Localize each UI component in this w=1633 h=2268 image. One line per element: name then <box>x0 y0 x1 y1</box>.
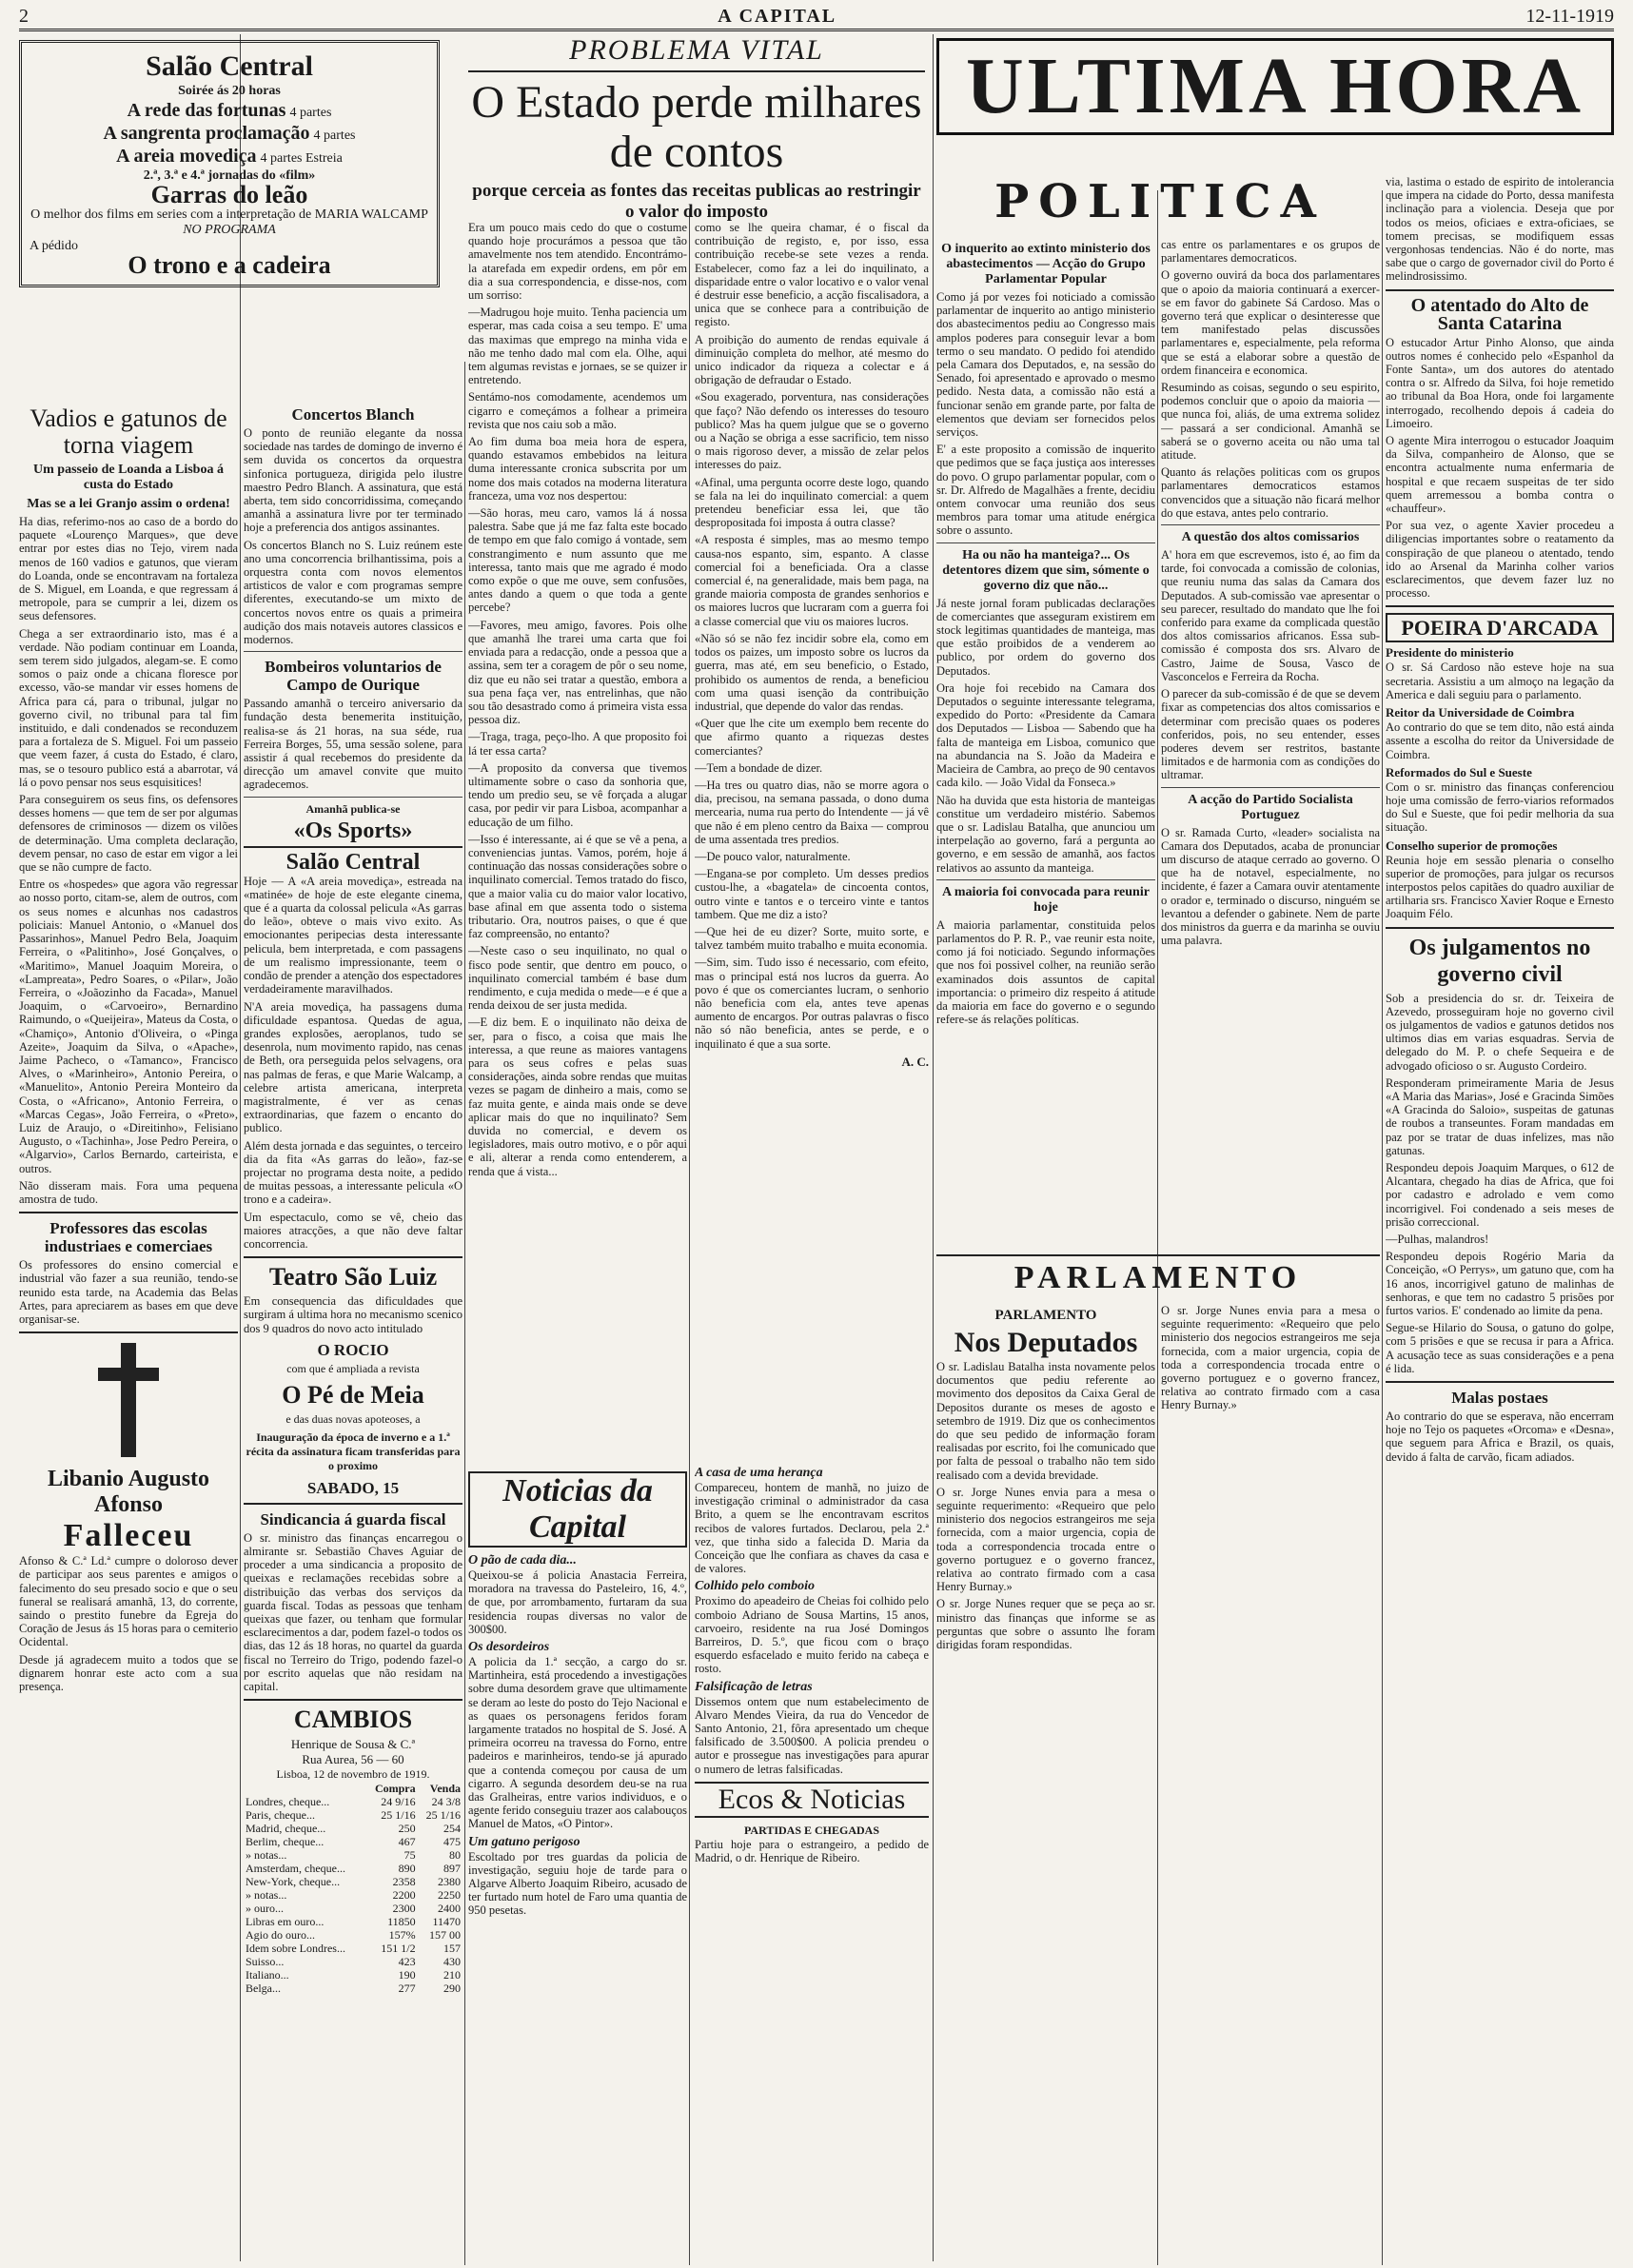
paragraph: —Engana-se por completo. Um desses predios custou-lhe, a «bagatela» de cincoenta contos, outro vinte e tantos e o terceiro vinte e tantos tambem. Que me diz a isto? <box>695 867 929 921</box>
paragraph: Ao contrario do que se tem dito, não está ainda assente a escolha do reitor da Universidade de Coimbra. <box>1386 720 1614 761</box>
paragraph: O agente Mira interrogou o estucador Joaquim da Silva, companheiro de Alonso, que se encontra actualmente numa enfermaria de hospital e que recaem suspeitas de ter sido quem arremessou a bomba contra o «chauffeur». <box>1386 434 1614 516</box>
table-cell: Idem sobre Londres... <box>246 1942 345 1956</box>
paragraph: N'A areia movediça, ha passagens duma dificuldade espantosa. Quedas de agua, grandes explosões, aeroplanos, tudo se desenrola, num movimento rapido, nas cenas de Beth, ora perseguida pelos selvagens, ora nas palmas de feras, e que Marie Walcamp, a celebre artista americana, interpreta magistralmente, é ver as cenas extraordinarias, que fazem o encanto do publico. <box>244 999 462 1135</box>
table-cell: 250 <box>398 1822 416 1836</box>
table-cell: Suisso... <box>246 1955 285 1969</box>
article-headline: Salão Central <box>285 849 421 875</box>
article-headline: Vadios e gatunos de torna viagem <box>30 404 227 459</box>
table-cell: 157% <box>388 1928 416 1943</box>
table-cell: 157 00 <box>429 1928 461 1943</box>
paragraph: —Que hei de eu dizer? Sorte, muito sorte, e talvez também muito trabalho e muita economia. <box>695 924 929 953</box>
article-kicker: Mas se a lei Granjo assim o ordena! <box>27 497 230 511</box>
paragraph: —Isso é interessante, ai é que se vê a pena, a conveniencias juntas. Vamos, porém, hoje á continuação das nossas considerações sobre o inquilinato comercial. Temos tratado do fisco, que a maior valia cu do maior valor locativo, base afinal em que assenta todo o sistema tributario. Ora, noutros paises, o que é que faz compreensão, no entanto? <box>468 832 687 941</box>
ad-line: Amanhã publica-se <box>305 801 401 816</box>
section-subtitle: PARTIDAS E CHEGADAS <box>743 1823 880 1837</box>
table-row <box>244 1955 462 1968</box>
exchange-rates-table <box>244 1782 462 1995</box>
paragraph: Compareceu, hontem de manhã, no juizo de investigação criminal o administrador da casa Brito, a quem se lhe encontravam escritos recibos de valores furtados. Declarou, pela 2.ª vez, que tinha sido a falecida D. Maria da Conceição que lhe confiara as chaves da casa e de valores. <box>695 1481 929 1576</box>
table-cell: 25 1/16 <box>381 1808 416 1823</box>
column-5-parlamento <box>936 1304 1155 2256</box>
paragraph: Um espectaculo, como se vê, cheio das maiores atracções, a que não deve faltar concorrencia. <box>244 1210 462 1251</box>
paragraph: Os concertos Blanch no S. Luiz reúnem este ano uma concorrencia brilhantissima, pois a orquestra conta com novos elementos artisticos de valor e com programas sempre diferentes, executando-se um mixto de concertos novos entre os quais a primeira audição dos mais notaveis autores classicos e modernos. <box>244 538 462 647</box>
rates-date: Lisboa, 12 de novembro de 1919. <box>276 1767 430 1782</box>
ad-suffix: 4 partes <box>313 128 356 143</box>
divider <box>1386 289 1614 291</box>
divider <box>1161 524 1380 525</box>
show-title: O Pé de Meia <box>282 1380 424 1409</box>
paragraph: O ponto de reunião elegante da nossa sociedade nas tardes de domingo de inverno é sem duvida os concertos da orquestra sinfonica portugueza, dirigida pelo ilustre maestro Pedro Blanch. A assinatura, que está aberta, tem sido concorridissima, começando amanhã a assinatura livre por ter terminado hoje a preferencia dos antigos assinantes. <box>244 426 462 535</box>
article-headline: A maioria foi convocada para reunir hoje <box>942 884 1150 915</box>
divider <box>244 797 462 798</box>
table-cell: 80 <box>449 1848 461 1863</box>
paper-name: A CAPITAL <box>718 5 837 27</box>
paragraph: Entre os «hospedes» que agora vão regressar ao nosso porto, citam-se, alem de outros, com os seus nomes e alcunhas nos cadastros policiais: Manuel Antonio, o «Manuel dos Passarinhos», Manuel Pedro Bela, Joaquim Ferreira, o «Palitinho», José Gonçalves, o «Maritimo», Manuel Joaquim Moreira, o «Lampreata», Pedro Soares, o «Pilar», João Ferreira, o «Joãozinho da Facada», Manuel Joaquim, o «Carvoeiro», Bernardino Raimundo, o «Queijeira», Mateus da Costa, o «Chamiço», Antonio d'Oliveira, o «Pinga Azeite», Joaquim da Silva, o «Apache», Jaime Pacheco, o «Tamanco», Francisco Alves, o «Marinheiro», Antonio Pereira, o «Manuelito», Antonio Pereira Monteiro da Costa, o «Africano», Antonio Ferreira, o «Marcas Cegas», João Ferreira, o «Preto», Luiz de Araujo, o «Direitinho», Felisiano Augusto, o «Tachinha», Jose Pedro Pereira, o «Algarvio», Carlos Bernardo, carteirista, e outros. <box>19 878 238 1175</box>
table-cell: 430 <box>443 1955 461 1969</box>
paragraph: «Não só se não fez incidir sobre ela, como em todos os paizes, um imposto sobre os lucros da guerra, mas até, em seu beneficio, o Estado, prohibido os aumentos de renda, a beneficiou com uma quasi isenção da contribuição industrial, que depende do valor das rendas. <box>695 631 929 713</box>
news-head: Presidente do ministerio <box>1386 645 1514 661</box>
news-head: Conselho superior de promoções <box>1386 838 1558 853</box>
show-title: O ROCIO <box>317 1340 389 1359</box>
table-row <box>244 1915 462 1928</box>
paragraph: A proibição do aumento de rendas equivale á diminuição completa do melhor, até mesmo do unico indicador da riqueza a colectar e á obrigação de defraudar o Estado. <box>695 332 929 387</box>
table-cell: 151 1/2 <box>381 1942 416 1956</box>
table-cell: 2380 <box>438 1875 461 1889</box>
table-cell: 475 <box>443 1835 461 1849</box>
table-cell: Berlim, cheque... <box>246 1835 325 1849</box>
column-3 <box>468 221 687 1458</box>
divider <box>244 651 462 652</box>
funeral-name: Libanio Augusto Afonso <box>47 1467 210 1518</box>
paragraph: como se lhe queira chamar, é o fiscal da contribuição de registo, e, por isso, essa contribuição recebe-se sete vezes a renda. Estabelecer, como faz a lei do inquilinato, a disparidade entre o valor locativo e o valor venal é destruir esse beneficio, a acção fiscalisadora, a unica que se conhece para a contribuição de registo. <box>695 221 929 329</box>
noticias-column-left <box>468 1466 687 2265</box>
section-title: Noticias da Capital <box>468 1471 687 1548</box>
table-cell: » notas... <box>246 1888 287 1903</box>
table-cell: 467 <box>398 1835 416 1849</box>
table-row <box>244 1982 462 1995</box>
table-cell: 210 <box>443 1968 461 1982</box>
paragraph: Dissemos ontem que num estabelecimento de Alvaro Mendes Vieira, da rua do Vencedor de Santo Antonio, 21, fôra apresentado um cheque falsificado de 3.500$00. A policia prendeu o autor e prossegue nas investigações para apurar o numero de letras falsificadas. <box>695 1694 929 1776</box>
news-head: O pão de cada dia... <box>468 1553 577 1568</box>
table-row <box>244 1795 462 1808</box>
table-cell: 24 9/16 <box>381 1795 416 1809</box>
table-cell: 290 <box>443 1982 461 1996</box>
paragraph: A maioria parlamentar, constituida pelos parlamentos do P. R. P., vae reunir esta noite, como já foi noticiado. Segundo informações que nos foi possivel colher, na reunião serão examinados dois assuntos de capital importancia: o primeiro diz respeito á atitude da maioria em face do governo e o segundo refere-se ás relações políticas. <box>936 917 1155 1027</box>
paragraph: —Favores, meu amigo, favores. Pois olhe que amanhã lhe trarei uma carta que foi enviada para a redacção, onde a pessoa que a assina, sem ter a coragem de pôr o seu nome, diz que eu não sei tratar a questão, embora a sua pena faça ver, nas entrelinhas, que não sou tão desastrado como á primeira vista essa pessoa diz. <box>468 618 687 727</box>
paragraph: O estucador Artur Pinho Alonso, que ainda outros nomes é conhecido pelo «Espanhol da Fonte Santa», um dos autores do atentado contra o sr. Alfredo da Silva, foi hoje remetido ao tribunal da Boa Hora, onde foi largamente interrogado, recolhendo depois á cadeia do Limoeiro. <box>1386 335 1614 430</box>
noticias-column-right <box>695 1466 929 2265</box>
masthead <box>19 4 1614 31</box>
column-2 <box>244 400 462 2256</box>
divider <box>244 1503 462 1505</box>
divider <box>19 1212 238 1213</box>
paragraph: —São horas, meu caro, vamos lá á nossa palestra. Sabe que já me faz falta este bocado de tempo em que falo comigo á vontade, sem constrangimento e num assunto que me interessa, tanto mais que me agrado é modo como expõe o que me ouve, sem confusões, antes dando a quem o que toda a gente percebe? <box>468 506 687 615</box>
show-text: e das duas novas apoteoses, a <box>285 1411 421 1426</box>
paragraph: Ao contrario do que se esperava, não encerram hoje no Tejo os paquetes «Orcoma» e «Desna», que seguem para Africa e Brazil, os quais, devido á falta de carvão, ficam adiados. <box>1386 1410 1614 1464</box>
table-cell: 157 <box>443 1942 461 1956</box>
article-headline: O inquerito ao extinto ministerio dos abastecimentos — Acção do Grupo Parlamentar Popular <box>941 242 1151 286</box>
table-cell: 75 <box>403 1848 416 1863</box>
show-date: SABADO, 15 <box>306 1478 400 1497</box>
column-1-body <box>19 400 238 2227</box>
paragraph: Não disseram mais. Fora uma pequena amostra de tudo. <box>19 1178 238 1206</box>
section-subtitle: PARLAMENTO <box>994 1308 1097 1323</box>
paragraph: O sr. Jorge Nunes requer que se peça ao sr. ministro das finanças que informe se as perguntas que sobre o assunto lhe foram dirigidas foram respondidas. <box>936 1597 1155 1652</box>
paragraph: Resumindo as coisas, segundo o seu espirito, podemos concluir que o apoio da maioria — que nunca foi, aliás, de uma extrema solidez — passará a ser condicional. Amanhã se saberá se o governo aceita ou não uma tal atitude. <box>1161 381 1380 463</box>
table-cell: 25 1/16 <box>425 1808 461 1823</box>
article-headline: Ha ou não ha manteiga?... Os detentores dizem que sim, sómente o governo diz que não... <box>942 547 1150 593</box>
paragraph: «Afinal, uma pergunta ocorre deste logo, quando se fala na lei do inquilinato comercial: a quem pretendeu beneficiar essa lei, que tão despropositada foi imposta á outra classe? <box>695 475 929 530</box>
column-1 <box>19 34 457 297</box>
ultima-hora-banner <box>936 38 1614 135</box>
paragraph: —De pouco valor, naturalmente. <box>695 849 851 863</box>
paragraph: via, lastima o estado de espirito de intolerancia que impera na cidade do Porto, dessa manifesta inclinação para a violencia. Deseja que por todos os meios, oficiaes e extra-oficiaes, se tomem precisas, se modifiquem essas vergonhosas tendencias. Não é do norte, mas sabe que o cargo de governador civil do Porto é melindrosissimo. <box>1386 175 1614 284</box>
paragraph: Sentámo-nos comodamente, acendemos um cigarro e começámos a folhear a primeira revista que nos caiu sob a mão. <box>468 390 687 431</box>
paragraph: Quanto ás relações politicas com os grupos parlamentares democraticos estamos convencidos que a situação não ficará melhor do que estava, antes pelo contrario. <box>1161 465 1380 520</box>
ad-line: A rede das fortunas <box>127 100 286 121</box>
table-cell: Amsterdam, cheque... <box>246 1862 345 1876</box>
paragraph: Responderam primeiramente Maria de Jesus «A Maria das Marias», José e Gracinda Simões «A Gracinda do Saloio», suspeitas de gatunas de roubos a transeuntes. Foram mandadas em paz por se tratar de duas infelizes, mas não gatunas. <box>1386 1075 1614 1157</box>
table-row <box>244 1902 462 1915</box>
divider <box>244 1256 462 1258</box>
paragraph: O sr. Jorge Nunes envia para a mesa o seguinte requerimento: «Requeiro que pelo ministerio dos negocios estrangeiros me seja fornecida, com a maior urgencia, copia de toda a correspondencia trocada entre o governo portuguez e o governo francez, relativa ao contrato firmado com a casa Henry Burnay.» <box>1161 1304 1380 1412</box>
divider <box>936 879 1155 880</box>
table-cell: 11850 <box>387 1915 416 1929</box>
column-7 <box>1386 175 1614 2259</box>
rates-header-row <box>244 1782 462 1795</box>
column-rule <box>1157 190 1158 2265</box>
banner-subtitle: POLITICA <box>994 175 1326 228</box>
paragraph: Com o sr. ministro das finanças conferenciou hoje uma comissão de ferro-viarios reformados do Sul e Sueste, que foi pedir melhoria da sua situação. <box>1386 779 1614 835</box>
paragraph: Ora hoje foi recebido na Camara dos Deputados o seguinte interessante telegrama, expedido do Porto: «Presidente da Camara dos Deputados — Lisboa — Sabendo que ha falta de manteiga em Lisboa, comunico que na abundancia na S. João da Madeira e Macieira de Cambra, ao preço de 90 centavos cada kilo. — João Vidal da Fonseca.» <box>936 680 1155 790</box>
column-rule <box>933 34 934 2261</box>
rates-header-cell: Venda <box>429 1782 461 1796</box>
ad-line: A pédido <box>30 239 78 253</box>
paragraph: O sr. Jorge Nunes envia para a mesa o seguinte requerimento: «Requeiro que pelo ministerio dos negocios estrangeiros me seja fornecida, com a maior urgencia, copia de toda a correspondencia trocada entre o governo portuguez e o governo francez, relativa ao contrato firmado com a casa Henry Burnay.» <box>936 1485 1155 1594</box>
table-cell: 2400 <box>438 1902 461 1916</box>
article-headline: O atentado do Alto de Santa Catarina <box>1410 294 1589 334</box>
paragraph: Por sua vez, o agente Xavier procedeu a diligencias importantes sobre o reatamento da conspiração de que planeou o atentado, tendo ido ao Arsenal da Marinha colher varios esclarecimentos, que devem fazer luz no processo. <box>1386 519 1614 601</box>
paragraph: Já neste jornal foram publicadas declarações de comerciantes que asseguram existirem em stock legitimas quantidades de manteiga, mas que estão proibidos de a venderem ao publico, por ordem do governo dos Deputados. <box>936 596 1155 678</box>
table-cell: Madrid, cheque... <box>246 1822 326 1836</box>
article-headline: Concertos Blanch <box>291 405 415 424</box>
article-headline: Sindicancia á guarda fiscal <box>260 1509 446 1528</box>
paragraph: «A resposta é simples, mas ao mesmo tempo causa-nos espanto, sim, espanto. A classe comercial foi a beneficiada. Ora a classe comercial é, na generalidade, mais bem paga, na grande maioria composta de grandes senhorios e os maiores lucros que lucraram com a guerra foi a classe comercial que viu os maiores lucros. <box>695 533 929 628</box>
column-5 <box>936 238 1155 1247</box>
article-deck: porque cerceia as fontes das receitas publicas ao restringir o valor do imposto <box>472 181 921 222</box>
rates-header-cell: Compra <box>374 1782 416 1796</box>
table-cell: 277 <box>398 1982 416 1996</box>
paragraph: Para conseguirem os seus fins, os defensores desses homens — que tem de ser por algumas defensores de criminosos — dizem os vilões de determinação. Uma completa declaração, devem pensar, no caso de estar em vigor a lei que se não cumpre de facto. <box>19 793 238 875</box>
paragraph: —Ha tres ou quatro dias, não se morre agora o dia, precisou, na semana passada, o dono duma mercearia, numa rua perto do Intendente — já vê que não é em pleno centro da Baixa — comprou de uma assentada tres predios. <box>695 778 929 846</box>
table-cell: 24 3/8 <box>431 1795 461 1809</box>
divider <box>19 1331 238 1333</box>
table-row <box>244 1862 462 1875</box>
table-cell: Paris, cheque... <box>246 1808 315 1823</box>
divider <box>1386 1381 1614 1383</box>
firm-address: Rua Aurea, 56 — 60 <box>302 1752 404 1767</box>
news-head: A casa de uma herança <box>695 1466 823 1480</box>
ad-line: O trono e a cadeira <box>128 251 331 279</box>
paragraph: O sr. ministro das finanças encarregou o almirante sr. Sebastião Chaves Aguiar de proceder a uma sindicancia a proposito de queixas e reclamações recebidas sobre a distribuição das verbas dos serviços da guarda fiscal. Todas as pessoas que tenham queixas que fazer, ou tenham que formular esclarecimentos a dar, podem fazel-o todos os dias, das 12 ás 18 horas, no quartel da guarda fiscal no Terreiro do Trigo, podendo fazel-o por escrito aquelas que não residam na capital. <box>244 1530 462 1693</box>
section-title: PARLAMENTO <box>1013 1260 1303 1295</box>
table-row <box>244 1808 462 1822</box>
paragraph: O governo ouvirá da boca dos parlamentares que o apoio da maioria continuará a exercer-se em favor do gabinete Sá Cardoso. Mas o governo terá que explicar o desinteresse que tem manifestado pelas discussões parlamentares e, especialmente, pela reforma que se está a elaborar sobre a questão de ordem financeira e economica. <box>1161 268 1380 377</box>
ad-line: Soirée ás 20 horas <box>178 84 281 98</box>
paragraph: Ao fim duma boa meia hora de espera, quando estavamos embebidos na leitura duma interessante cronica subscrita por um nome dos mais cotados na moderna literatura franceza, uma voz nos despertou: <box>468 435 687 503</box>
news-head: Falsificação de letras <box>695 1679 813 1694</box>
cross-icon <box>90 1343 167 1457</box>
table-row <box>244 1942 462 1955</box>
paragraph: Partiu hoje para o estrangeiro, a pedido de Madrid, o dr. Henrique de Ribeiro. <box>695 1837 929 1865</box>
paragraph: E' a este proposito a comissão de inquerito que pedimos que se faça justiça aos interesses do povo. O grupo parlamentar popular, com o sr. Dr. Alfredo de Magalhães a frente, decidiu ontem convocar uma reunião dos seus membros para tomar uma atitude enérgica sobre o assunto. <box>936 443 1155 538</box>
divider <box>244 846 462 848</box>
ad-line: A areia movediça <box>116 146 257 167</box>
column-rule <box>1382 190 1383 2265</box>
salao-central-ad <box>19 40 440 287</box>
paragraph: Não ha duvida que esta historia de manteigas constitue um verdadeiro mistério. Sabemos que o sr. Ladislau Batalha, que anunciou um interpelação ao governo, fará a pergunta ao governo, e em sessão de amanhã, aos factos relativos ao assunto da manteiga. <box>936 793 1155 875</box>
news-head: Os desordeiros <box>468 1640 550 1655</box>
column-6-parlamento <box>1161 1304 1380 2256</box>
article-headline: Bombeiros voluntarios de Campo de Ourique <box>265 658 442 695</box>
ad-line: O melhor dos films em series com a interpretação de MARIA WALCAMP <box>30 207 428 222</box>
paragraph: Afonso & C.ª Ld.ª cumpre o doloroso dever de participar aos seus parentes e amigos o falecimento do seu presado socio e que o seu funeral se realisará amanhã, 13, do corrente, saindo o prestito funebre da Egreja do Coração de Jesus ás 15 horas para o cemiterio Ocidental. <box>19 1554 238 1649</box>
paragraph: —E diz bem. E o inquilinato não deixa de ser, para o fisco, a coisa que mais lhe interessa, a que reune as maiores vantagens para os seus cofres e pelas suas considerações, ainda sobre rendas que muitas vezes se pagam de dinheiro a mais, como se faz muita gente, e ainda mais onde se deve aplicar mais do que no inquilinato? Sem duvida no comercial, e devem os legisladores, mais outro motivo, e o pôr aqui e ali, alterar a renda como entenderem, a renda que á vista... <box>468 1016 687 1178</box>
table-cell: Italiano... <box>246 1968 289 1982</box>
table-cell: New-York, cheque... <box>246 1875 341 1889</box>
table-cell: 423 <box>398 1955 416 1969</box>
table-cell: 254 <box>443 1822 461 1836</box>
paragraph: Como já por vezes foi noticiado a comissão parlamentar de inquerito ao antigo ministerio dos abastecimentos pediu ao Congresso mais amplos poderes para conseguir levar a bom termo o seu mandato. O pedido foi atendido pela Camara dos Deputados, e, na sessão do Senado, foi apresentado e aprovado o mesmo pedido. Nesta data, a comissão não está a funcionar senão em grande parte, por falta de elementos que deviam ser fornecidos pelos serviços. <box>936 290 1155 440</box>
paragraph: Era um pouco mais cedo do que o costume quando hoje procurámos a pessoa que tão amavelmente nos tem atendido. Encontrámo-la atarefada em expedir ordens, em pôr em dia a sua correspondencia, e disse-nos, com um sorriso: <box>468 221 687 303</box>
table-row <box>244 1848 462 1862</box>
news-head: Colhido pelo comboio <box>695 1579 815 1594</box>
divider <box>1161 787 1380 788</box>
paragraph: Escoltado por tres guardas da policia de investigação, seguiu hoje de tarde para o Algarve Alberto Joaquim Ribeiro, acusado de ter furtado num hotel de Faro uma quantia de 950 pesetas. <box>468 1849 687 1918</box>
paragraph: Desde já agradecem muito a todos que se dignarem honrar este acto com a sua presença. <box>19 1652 238 1693</box>
lead-article-header <box>468 34 925 228</box>
column-rule <box>689 209 690 2265</box>
table-row <box>244 1968 462 1982</box>
paragraph: —Madrugou hoje muito. Tenha paciencia um esperar, mas cada coisa a seu tempo. E' uma das maximas que emprego na minha vida e não me tenho dado mal com ela. Olhe, aqui tem algumas revistas e jornaes, se se quizer ir entretendo. <box>468 306 687 387</box>
divider <box>1386 605 1614 607</box>
article-headline: O Estado perde milhares de contos <box>471 77 922 177</box>
table-row <box>244 1822 462 1835</box>
column-6 <box>1161 238 1380 1247</box>
paragraph: A policia da 1.ª secção, a cargo do sr. Martinheira, está procedendo a investigações sobre duma desordem grave que ultimamente se deram ao leste do posto do Tejo Nacional e as quaes os personagens feridos foram largamente tratados no hospital de S. José. A primeira ocorreu na travessa do Forno, entre padeiros e marinheiros, tendo-se já apurado que a contenda começou por causa de um cigarro. A segunda desordem deu-se na rua das Gralheiras, entre varios individuos, e o agente ferido conseguiu trazer aos calabouços Manuel de Matos, «O Pintor». <box>468 1655 687 1831</box>
issue-date: 12-11-1919 <box>1525 5 1614 27</box>
divider <box>244 1699 462 1701</box>
table-cell: 2200 <box>392 1888 416 1903</box>
section-title: Ecos & Noticias <box>695 1782 929 1818</box>
paragraph: —Pulhas, malandros! <box>1386 1232 1489 1246</box>
table-row <box>244 1888 462 1902</box>
paragraph: Ha dias, referimo-nos ao caso de a bordo do paquete «Lourenço Marques», que deve entrar por estes dias no Tejo, virem nada menos de 160 vadios e gatunos, que vieram do Loanda, onde se encontravam na fortaleza de S. Miguel, em Loanda, e que regressam á metropole, para se cumprir a lei, dizem os seus defensores. <box>19 515 238 623</box>
article-headline: CAMBIOS <box>293 1706 413 1734</box>
ad-title: Salão Central <box>146 50 313 82</box>
paragraph: Respondeu depois Rogério Maria da Conceição, «O Perrys», um gatuno que, com ha 16 anos, incorrigivel gatuno de malinhas de senhoras, e que tem no cadastro 5 prisões por furtos varios. E' condenado ao limite da pena. <box>1386 1250 1614 1317</box>
article-headline: Malas postaes <box>1451 1389 1548 1408</box>
table-cell: 2250 <box>438 1888 461 1903</box>
article-headline: A questão dos altos comissarios <box>1181 530 1360 545</box>
ad-line: A sangrenta proclamação <box>103 123 310 144</box>
ad-line: NO PROGRAMA <box>183 223 276 237</box>
table-cell: 897 <box>443 1862 461 1876</box>
paragraph: Chega a ser extraordinario isto, mas é a verdade. Não podiam continuar em Loanda, sem terem sido julgados, alegam-se. E como somos o paiz onde a chicana floresce por excesso, vão-se mandar vir esses homens de Africa para cá, para o tribunal, julgar no governo civil, no tribunal para tal fim instituido, e dali condenados se reconduzem para a fortaleza de S. Miguel. Foi um passeio que veem fazer, á custa do Estado, é claro, mas, se o tesouro publico está a abarrotar, vá lá o povo pensar nos seus esquisitices! <box>19 626 238 789</box>
paragraph: O parecer da sub-comissão é de que se devem fixar as competencias dos altos comissarios e determinar com precisão quaes os poderes conferidos, pois, no seu entender, esses poderes devem ser restritos, bastante limitados e de harmonia com as condições do ultramar. <box>1161 687 1380 782</box>
divider <box>1386 927 1614 929</box>
rates-header-cell <box>244 1782 365 1795</box>
article-headline: Teatro São Luiz <box>268 1263 438 1292</box>
paragraph: «Quer que lhe cite um exemplo bem recente do que afirmo quanto a riquezas destes comerciantes? <box>695 717 929 758</box>
news-head: Reitor da Universidade de Coimbra <box>1386 705 1575 720</box>
paragraph: O sr. Sá Cardoso não esteve hoje na sua secretaria. Assistiu a um almoço na legação da America e dali seguiu para o parlamento. <box>1386 661 1614 701</box>
ad-title: «Os Sports» <box>293 818 413 843</box>
ad-suffix: 4 partes <box>289 106 332 120</box>
paragraph: Proximo do apeadeiro de Cheias foi colhido pelo comboio Adriano de Sousa Martins, 15 anos, carvoeiro, residente na rua José Domingos Barreiros, D. 5.º, que ficou com o braço esquerdo esfacelado e muito ferido na cabeça e rosto. <box>695 1594 929 1676</box>
article-signature: A. C. <box>901 1054 929 1069</box>
table-cell: 190 <box>398 1968 416 1982</box>
paragraph: Segue-se Hilario do Sousa, o gatuno do golpe, com 5 prisões e que se recusa ir para a Africa. A acusação tece as suas considerações e a pena é lida. <box>1386 1321 1614 1375</box>
article-headline: A acção do Partido Socialista Portuguez <box>1188 792 1353 822</box>
table-cell: Belga... <box>246 1982 281 1996</box>
ad-suffix: 4 partes Estreia <box>260 151 343 166</box>
table-cell: 890 <box>398 1862 416 1876</box>
paragraph: Respondeu depois Joaquim Marques, o 612 de Alcantara, chegado ha dias de Africa, que foi por cadastro e adrolado e vem como incorrigivel. Foi condenado a seis meses de prisão correccional. <box>1386 1160 1614 1229</box>
show-text: com que é ampliada a revista <box>286 1361 420 1375</box>
show-text: Inauguração da época de inverno e a 1.ª récita da assinatura ficam transferidas para o proximo <box>246 1430 461 1472</box>
table-cell: » ouro... <box>246 1902 284 1916</box>
news-head: Um gatuno perigoso <box>468 1834 580 1849</box>
table-row <box>244 1928 462 1942</box>
paragraph: O sr. Ladislau Batalha insta novamente pelos documentos que pediu referente ao movimento dos depositos da Caixa Geral de Depositos durante os meses de agosto e setembro de 1919. Diz que os conhecimentos do que seu pedido de informação foram realisadas por escrito, foi lhe comunicado que por falta de pessoal o trabalho não tem sido realisado com a devida brevidade. <box>936 1360 1155 1482</box>
article-subhead: Um passeio de Loanda a Lisboa á custa do Estado <box>33 463 224 492</box>
paragraph: —Neste caso o seu inquilinato, no qual o fisco pode sentir, que dentro em pouco, o inquilinato comercial também é base dum rendimento, e cuja medida o mede—e é que a renda deixou de ser justa medida. <box>468 944 687 1013</box>
paragraph: Além desta jornada e das seguintes, o terceiro dia da fita «As garras do leão», faz-se projectar no programa desta noite, a pedido de muitas pessoas, a interessante pelicula «O trono e a cadeira». <box>244 1138 462 1207</box>
paragraph: cas entre os parlamentares e os grupos de parlamentares democraticos. <box>1161 238 1380 266</box>
table-cell: Libras em ouro... <box>246 1915 325 1929</box>
paragraph: Hoje — A «A areia movediça», estreada na «matinée» de hoje de este elegante cinema, que é a quarta da colossal pelicula «As garras do leão», obteve o mais vivo exito. As emocionantes peripecias desta interessante pelicula, bem interpretada, e com passagens de um realismo impressionante, teem o condão de prender a atenção dos espectadores verdadeiramente maravilhados. <box>244 874 462 996</box>
paragraph: Passando amanhã o terceiro aniversario da fundação desta benemerita instituição, realisa-se ás 21 horas, na sua séde, rua Ferreira Borges, 55, uma sessão solene, para assistir á qual recebemos do presidente da direcção um amavel convite que muito agradecemos. <box>244 697 462 792</box>
paragraph: Em consequencia das dificuldades que surgiram á ultima hora no mecanismo scenico dos 9 quadros do novo acto intitulado <box>244 1294 462 1335</box>
article-headline: Professores das escolas industriaes e comerciaes <box>44 1219 213 1256</box>
table-row <box>244 1835 462 1848</box>
divider <box>936 542 1155 543</box>
page-number: 2 <box>19 5 29 27</box>
paragraph: —Traga, traga, peço-lho. A que proposito foi lá ter essa carta? <box>468 730 687 758</box>
paragraph: —A proposito da conversa que tivemos ultimamente sobre o caso da sonhoria que, tendo um predio seu, se vê forçada a alugar casa, por pedir vir para Lisboa, acompanhar a educação de um filho. <box>468 760 687 829</box>
parlamento-section <box>936 1254 1380 1296</box>
table-cell: 11470 <box>432 1915 461 1929</box>
paragraph: —Tem a bondade de dizer. <box>695 760 823 775</box>
table-cell: » notas... <box>246 1848 287 1863</box>
funeral-word: Falleceu <box>63 1518 194 1554</box>
news-head: Reformados do Sul e Sueste <box>1386 764 1532 779</box>
paragraph: Sob a presidencia do sr. dr. Teixeira de Azevedo, prosseguiram hoje no governo civil os julgamentos de vadios e gatunos detidos nos ultimos dias em varias esquadras. Servia de delegado do M. P. o chefe Sequeira e de advogado oficioso o sr. Augusto Cordeiro. <box>1386 991 1614 1073</box>
table-cell: Londres, cheque... <box>246 1795 330 1809</box>
column-rule <box>464 362 465 2265</box>
table-row <box>244 1875 462 1888</box>
paragraph: —Sim, sim. Tudo isso é necessario, com efeito, mas o principal está nos lucros da guerra. Ao povo é que os comerciantes lucram, o senhorio não beneficia com ela, antes teve apenas aumento de encargos. Por outras palavras o fisco não só não beneficia, antes se perde, e o inquilinato é que a sua sorte. <box>695 956 929 1051</box>
paragraph: Queixou-se á policia Anastacia Ferreira, moradora na travessa do Pasteleiro, 16, 4.º, de que, por arrombamento, furtaram da sua residencia roupas diversas no valor de 300$00. <box>468 1568 687 1636</box>
section-title: POEIRA D'ARCADA <box>1386 613 1614 642</box>
paragraph: Reunia hoje em sessão plenaria o conselho superior de promoções, para julgar os recursos interpostos pelos capitães do quadro auxiliar de artilharia srs. Francisco Xavier Roque e Ernesto Joaquim Félo. <box>1386 853 1614 921</box>
table-cell: 2300 <box>392 1902 416 1916</box>
paragraph: Os professores do ensino comercial e industrial vão fazer a sua reunião, tendo-se reunido esta tarde, na Academia das Belas Artes, para apreciarem as bases em que deve organisar-se. <box>19 1258 238 1326</box>
column-4 <box>695 221 929 1458</box>
column-rule <box>240 34 241 2261</box>
article-headline: Os julgamentos no governo civil <box>1408 935 1591 987</box>
paragraph: A' hora em que escrevemos, isto é, ao fim da tarde, foi convocada a comissão de colonias, que reuniu numa das salas da Camara dos Deputados. A sub-comissão vae apresentar o seu parecer, resultado do mandato que lhe foi conferido para exame da complicada questão dos altos comissarios africanos. Essa sub-comissão é composta dos srs. Alvaro de Castro, Jaime de Sousa, Vasco de Vasconcelos e Ferreira da Rocha. <box>1161 548 1380 683</box>
ad-line: Garras do leão <box>150 181 308 208</box>
article-headline: Nos Deputados <box>954 1327 1138 1358</box>
banner-title: ULTIMA HORA <box>936 38 1614 135</box>
table-cell: 2358 <box>392 1875 416 1889</box>
paragraph: «Sou exagerado, porventura, nas considerações que faço? Não defendo os interesses do tesouro publico? Mas ha quem julgue que se o governo ou a Nação se obriga a esse sacrificio, tem nisso o mais rigoroso dever, a missão de zelar pelos interesses do paiz. <box>695 390 929 472</box>
firm-name: Henrique de Sousa & C.ª <box>290 1737 416 1752</box>
ad-line: 2.ª, 3.ª e 4.ª jornadas do «film» <box>143 168 316 183</box>
article-kicker: PROBLEMA VITAL <box>468 34 925 72</box>
paragraph: O sr. Ramada Curto, «leader» socialista na Camara dos Deputados, acaba de pronunciar um discurso de ataque cerrado ao governo. O que ha de notavel, especialmente, no incidente, é fazer a Camara ouvir atentamente o orador e, terminado o discurso, ninguém se levantou a defender o gabinete. Nem de parte dos ministros da guerra e da marinha se ouviu uma palavra. <box>1161 825 1380 948</box>
table-cell: Agio do ouro... <box>246 1928 315 1943</box>
